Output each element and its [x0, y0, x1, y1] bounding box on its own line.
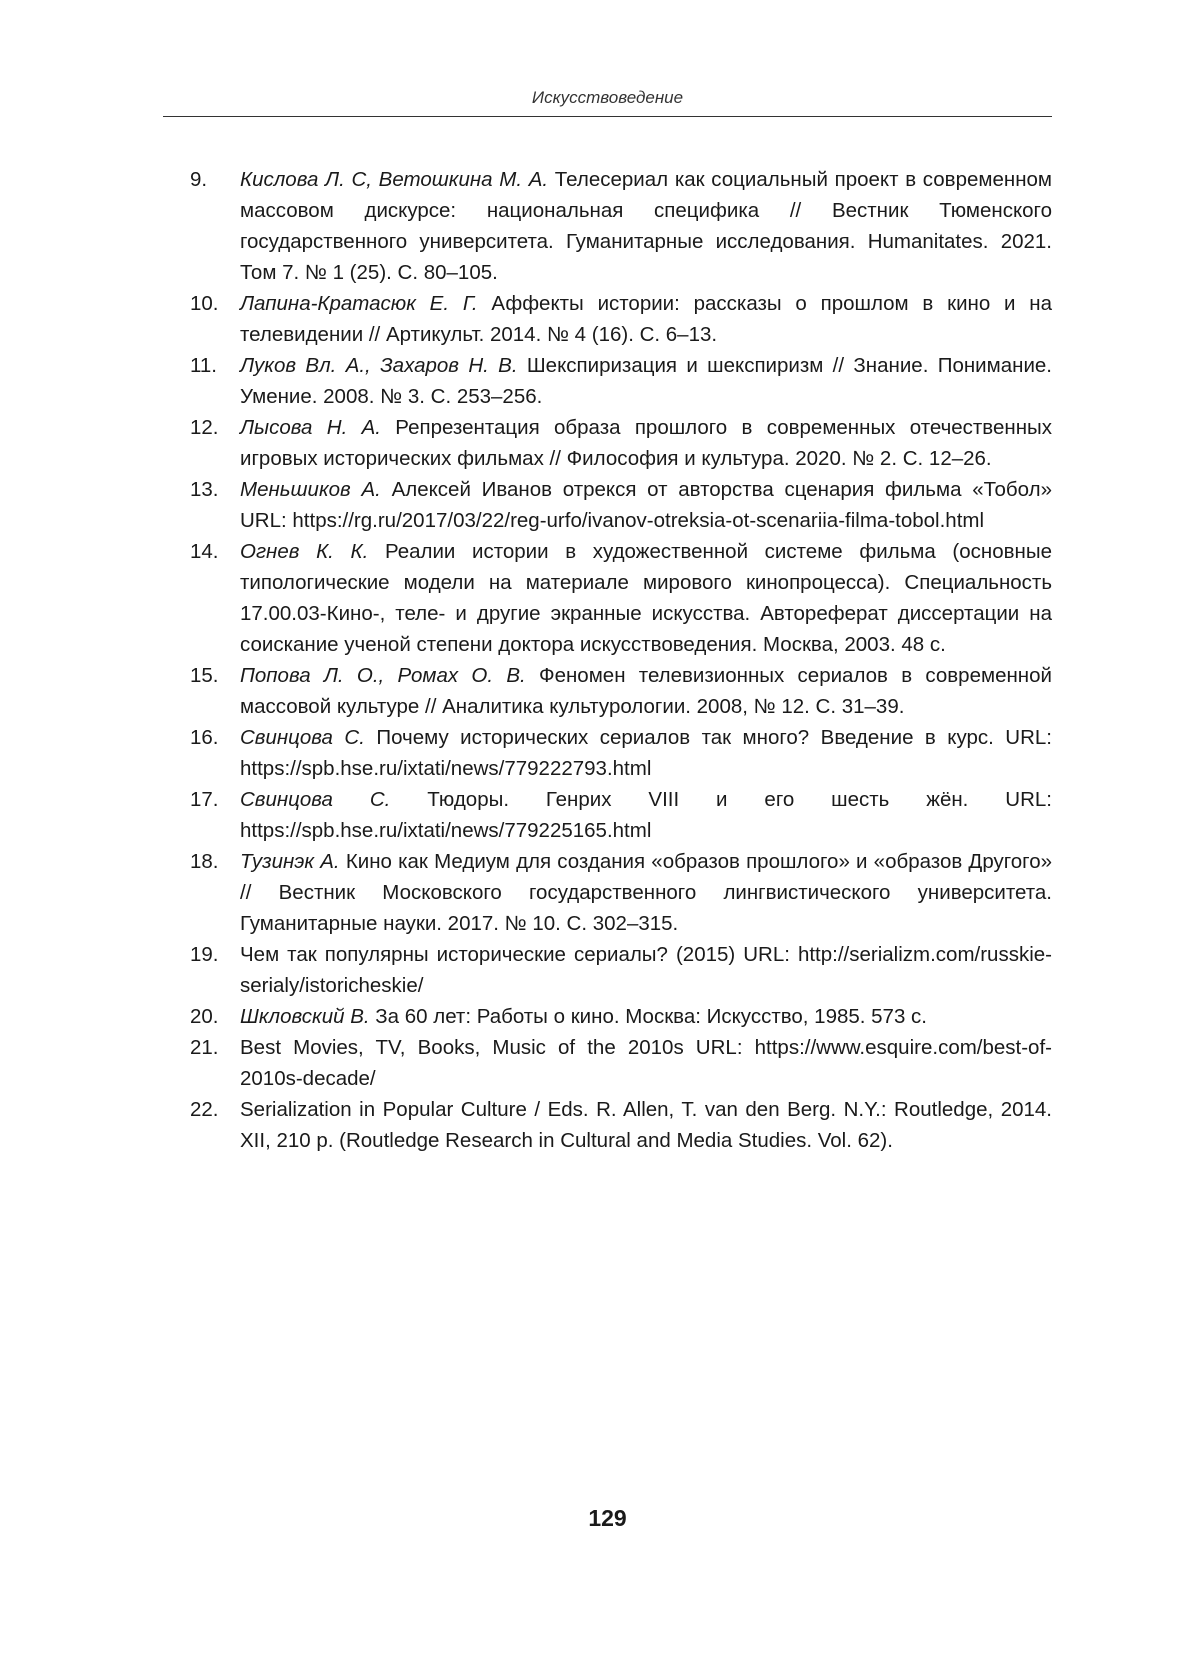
- reference-item: [190, 1001, 1052, 1032]
- reference-item: [190, 412, 1052, 474]
- reference-text: Телесериал как социальный проект в современном массовом дискурсе: национальная специфика // Вестник Тюменского государственного университета. Гуманитарные исследования. Humanitates. 2021. Том 7. № 1 (25). С. 80–105.: [240, 168, 1053, 284]
- reference-text: Чем так популярны исторические сериалы? (2015) URL: http://serializm.com/russkie-serialy/istoricheskie/: [240, 943, 1052, 997]
- reference-text: Репрезентация образа прошлого в современных отечественных игровых исторических фильмах // Философия и культура. 2020. № 2. С. 12–26.: [240, 416, 1052, 470]
- reference-number: 11.: [190, 354, 217, 377]
- reference-authors: Лысова Н. А.: [240, 416, 396, 439]
- reference-item: [190, 939, 1052, 1001]
- reference-item: [190, 1032, 1052, 1094]
- reference-authors: Шкловский В.: [240, 1005, 376, 1028]
- reference-text: Шекспиризация и шекспиризм // Знание. Понимание. Умение. 2008. № 3. С. 253–256.: [240, 354, 1052, 408]
- reference-authors: Тузинэк А.: [240, 850, 346, 873]
- reference-item: [190, 288, 1052, 350]
- reference-item: [190, 474, 1052, 536]
- reference-text: Аффекты истории: рассказы о прошлом в кино и на телевидении // Артикульт. 2014. № 4 (16). С. 6–13.: [240, 292, 1052, 346]
- running-header-title: Искусствоведение: [531, 88, 684, 107]
- reference-number: 21.: [190, 1036, 219, 1059]
- reference-number: 14.: [190, 540, 219, 563]
- reference-item: [190, 1094, 1052, 1156]
- reference-item: [190, 784, 1052, 846]
- reference-text: Serialization in Popular Culture / Eds. R. Allen, T. van den Berg. N.Y.: Routledge, 2014. XII, 210 p. (Routledge Research in Cultural and Media Studies. Vol. 62).: [240, 1098, 1052, 1152]
- reference-number: 17.: [190, 788, 219, 811]
- reference-number: 15.: [190, 664, 219, 687]
- reference-authors: Огнев К. К.: [240, 540, 385, 563]
- reference-text: Почему исторических сериалов так много? Введение в курс. URL: https://spb.hse.ru/ixtati/news/779222793.html: [240, 726, 1052, 780]
- reference-item: [190, 164, 1052, 288]
- reference-item: [190, 846, 1052, 939]
- reference-authors: Свинцова С.: [240, 788, 428, 811]
- reference-number: 18.: [190, 850, 219, 873]
- reference-number: 19.: [190, 943, 219, 966]
- reference-authors: Лапина-Кратасюк Е. Г.: [240, 292, 492, 315]
- reference-number: 9.: [190, 168, 208, 191]
- reference-number: 12.: [190, 416, 219, 439]
- reference-number: 10.: [190, 292, 219, 315]
- reference-number: 20.: [190, 1005, 219, 1028]
- reference-number: 16.: [190, 726, 219, 749]
- reference-number: 13.: [190, 478, 219, 501]
- reference-text: Best Movies, TV, Books, Music of the 2010s URL: https://www.esquire.com/best-of-2010s-decade/: [240, 1036, 1052, 1090]
- reference-authors: Луков Вл. А., Захаров Н. В.: [240, 354, 527, 377]
- reference-authors: Свинцова С.: [240, 726, 377, 749]
- reference-number: 22.: [190, 1098, 219, 1121]
- reference-text: За 60 лет: Работы о кино. Москва: Искусство, 1985. 573 с.: [375, 1005, 928, 1028]
- reference-text: Тюдоры. Генрих VIII и его шесть жён. URL: https://spb.hse.ru/ixtati/news/779225165.html: [240, 788, 1052, 842]
- page-number: 129: [588, 1505, 627, 1531]
- reference-authors: Кислова Л. С, Ветошкина М. А.: [240, 168, 555, 191]
- reference-item: [190, 350, 1052, 412]
- reference-list: [190, 164, 1052, 1156]
- reference-item: [190, 660, 1052, 722]
- header-divider: [163, 116, 1052, 117]
- reference-item: [190, 722, 1052, 784]
- reference-authors: Меньшиков А.: [240, 478, 392, 501]
- reference-text: Алексей Иванов отрекся от авторства сценария фильма «Тобол» URL: https://rg.ru/2017/03/22/reg-urfo/ivanov-otreksia-ot-scenariia-filma-tobol.html: [240, 478, 1052, 532]
- reference-authors: Попова Л. О., Ромах О. В.: [240, 664, 539, 687]
- reference-text: Кино как Медиум для создания «образов прошлого» и «образов Другого» // Вестник Московского государственного лингвистического университета. Гуманитарные науки. 2017. № 10. С. 302–315.: [240, 850, 1052, 935]
- reference-item: [190, 536, 1052, 660]
- reference-text: Реалии истории в художественной системе фильма (основные типологические модели на материале мирового кинопроцесса). Специальность 17.00.03-Кино-, теле- и другие экранные искусства. Автореферат диссертации на соискание ученой степени доктора искусствоведения. Москва, 2003. 48 с.: [240, 540, 1052, 656]
- reference-text: Феномен телевизионных сериалов в современной массовой культуре // Аналитика культурологии. 2008, № 12. С. 31–39.: [240, 664, 1052, 718]
